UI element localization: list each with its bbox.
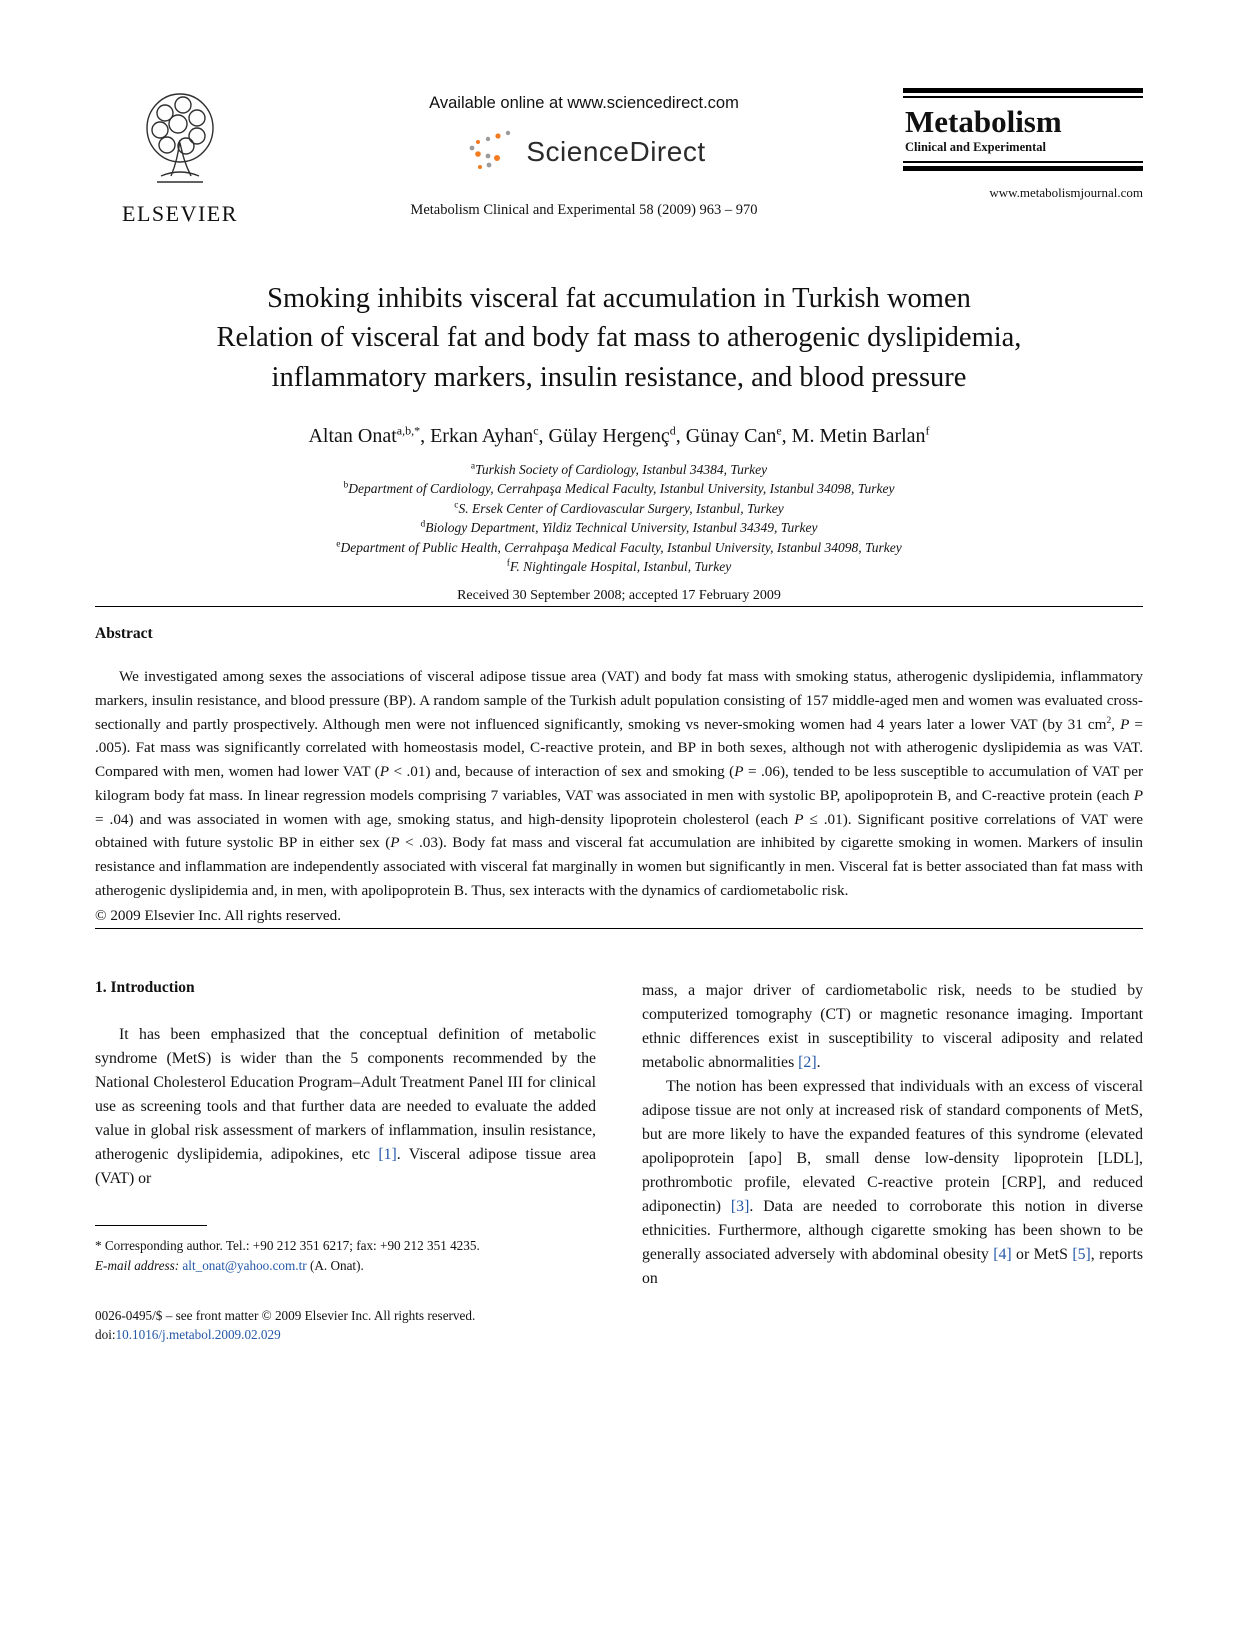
doi-line xyxy=(95,1325,596,1345)
journal-header xyxy=(95,88,1143,227)
title-line-3: inflammatory markers, insulin resistance, and blood pressure xyxy=(271,361,967,393)
logo-top-bar-thin xyxy=(903,96,1143,98)
sciencedirect-dots-icon xyxy=(462,127,520,176)
metabolism-logo-block xyxy=(903,88,1143,201)
body-columns xyxy=(95,979,1143,1345)
affiliation: $^f$F. Nightingale Hospital, Istanbul, Turkey xyxy=(506,558,732,575)
abstract-copyright: © 2009 Elsevier Inc. All rights reserved. xyxy=(95,907,342,925)
sciencedirect-wordmark: ScienceDirect xyxy=(526,135,706,167)
abstract-section xyxy=(95,625,1143,928)
intro-paragraph-1: It has been emphasized that the conceptual definition of metabolic syndrome (MetS) is wider than the 5 components recommended by the National Cholesterol Education Program–Adult Treatment Panel III for clinical use as screening tools and that further data are needed to evaluate the added value in global risk assessment of markers of inflammation, insulin resistance, atherogenic dyslipidemia, adipokines, etc [1]. Visceral adipose tissue area (VAT) or xyxy=(95,1026,596,1188)
intro-paragraph-3: The notion has been expressed that individuals with an excess of visceral adipose tissue are not only at increased risk of standard components of MetS, but are more likely to have the expanded features of this syndrome (elevated apolipoprotein [apo] B, small dense low-density lipoprotein [LDL], prothrombotic profile, elevated C-reactive protein [CRP], and reduced adiponectin) [3]. Data are needed to corroborate this notion in diverse ethnicities. Furthermore, although cigarette smoking has been shown to be generally associated adversely with abdominal obesity [4] or MetS [5], reports on xyxy=(642,1078,1143,1288)
elsevier-logo-block xyxy=(95,88,265,227)
divider xyxy=(95,928,1143,929)
email-link[interactable]: alt_onat@yahoo.com.tr xyxy=(182,1257,307,1273)
reference-link[interactable]: [3] xyxy=(730,1198,750,1216)
title-line-1: Smoking inhibits visceral fat accumulation in Turkish women xyxy=(267,283,971,314)
footnote-block xyxy=(95,1225,596,1276)
doi-label: doi: xyxy=(95,1327,116,1343)
front-matter-block xyxy=(95,1306,596,1346)
affiliation: $^a$Turkish Society of Cardiology, Istanbul 34384, Turkey xyxy=(470,461,768,477)
section-heading-introduction: 1. Introduction xyxy=(95,979,195,997)
author: , Gülay Hergenç$^d$ xyxy=(538,422,676,447)
journal-url: www.metabolismjournal.com xyxy=(989,185,1143,200)
affiliation-list xyxy=(95,460,1143,607)
affiliation: $^b$Department of Cardiology, Cerrahpaşa Medical Faculty, Istanbul University, Istanbul 34098, Turkey xyxy=(343,480,895,497)
author: , Günay Can$^e$ xyxy=(675,422,782,447)
front-matter-line: 0026-0495/$ – see front matter © 2009 Elsevier Inc. All rights reserved. xyxy=(95,1307,476,1323)
journal-name: Metabolism xyxy=(905,104,1062,139)
abstract-text: We investigated among sexes the associations of visceral adipose tissue area (VAT) and body fat mass with smoking status, atherogenic dyslipidemia, inflammatory markers, insulin resistance, and blood pressure (BP). A random sample of the Turkish adult population consisting of 157 middle-aged men and women was evaluated cross-sectionally and partly prospectively. Although men were not influenced significantly, smoking vs never-smoking women had 4 years later a lower VAT (by 31 $cm^2$, P = .005). Fat mass was significantly correlated with homeostasis model, C-reactive protein, and BP in both sexes, although not with atherogenic dyslipidemia as was VAT. Compared with men, women had lower VAT (P < .01) and, because of interaction of sex and smoking (P = .06), tended to be less susceptible to accumulation of VAT per kilogram body fat mass. In linear regression models comprising 7 variables, VAT was associated in men with systolic BP, apolipoprotein B, and C-reactive protein (each P = .04) and was associated in women with age, smoking status, and high-density lipoprotein cholesterol (each P ≤ .01). Significant positive correlations of VAT were obtained with future systolic BP in either sex (P < .03). Body fat mass and visceral fat accumulation are inhibited by cigarette smoking in women. Markers of insulin resistance and inflammation are independently associated with visceral fat marginally in women but significantly in men. Visceral fat is better associated than fat mass with atherogenic dyslipidemia and, in men, with apolipoprotein B. Thus, sex interacts with the dynamics of cardiometabolic risk. xyxy=(95,668,1143,899)
title-line-2: Relation of visceral fat and body fat mass to atherogenic dyslipidemia, xyxy=(216,322,1022,354)
affiliation: $^d$Biology Department, Yildiz Technical University, Istanbul 34349, Turkey xyxy=(420,519,818,536)
reference-link[interactable]: [2] xyxy=(798,1054,817,1072)
journal-citation: Metabolism Clinical and Experimental 58 (2009) 963 – 970 xyxy=(410,202,758,218)
elsevier-wordmark: ELSEVIER xyxy=(122,201,238,226)
article-title xyxy=(95,279,1143,397)
author: , M. Metin Barlan$^f$ xyxy=(781,422,930,447)
reference-link[interactable]: [5] xyxy=(1072,1246,1091,1264)
footnote-divider xyxy=(95,1225,207,1226)
reference-link[interactable]: [1] xyxy=(378,1146,397,1164)
logo-bottom-bar-thin xyxy=(903,161,1143,163)
journal-subtitle: Clinical and Experimental xyxy=(905,140,1046,154)
email-note xyxy=(95,1256,596,1276)
logo-bottom-bar xyxy=(903,166,1143,171)
doi-link[interactable]: 10.1016/j.metabol.2009.02.029 xyxy=(115,1327,281,1343)
email-suffix: (A. Onat). xyxy=(306,1257,364,1273)
author: , Erkan Ayhan$^c$ xyxy=(420,422,539,447)
author-list xyxy=(95,423,1143,448)
email-label: E-mail address: xyxy=(95,1257,180,1273)
right-column xyxy=(642,979,1143,1345)
reference-link[interactable]: [4] xyxy=(993,1246,1012,1264)
left-column xyxy=(95,979,596,1345)
received-accepted-line: Received 30 September 2008; accepted 17 February 2009 xyxy=(457,588,781,604)
affiliation: $^e$Department of Public Health, Cerrahpaşa Medical Faculty, Istanbul University, Istanbul 34098, Turkey xyxy=(336,539,902,555)
elsevier-tree-logo-icon xyxy=(131,179,229,196)
corresponding-author-note: * Corresponding author. Tel.: +90 212 351 6217; fax: +90 212 351 4235. xyxy=(95,1238,480,1254)
intro-paragraph-2: mass, a major driver of cardiometabolic risk, needs to be studied by computerized tomography (CT) or magnetic resonance imaging. Important ethnic differences exist in susceptibility to visceral adiposity and related metabolic abnormalities [2]. xyxy=(642,982,1143,1072)
divider xyxy=(95,606,1143,607)
sciencedirect-block xyxy=(265,88,903,219)
abstract-heading: Abstract xyxy=(95,625,153,643)
available-online-text: Available online at www.sciencedirect.com xyxy=(429,94,739,112)
logo-top-bar xyxy=(903,88,1143,93)
author: Altan Onat$^{a,b,*}$ xyxy=(308,422,421,447)
affiliation: $^c$S. Ersek Center of Cardiovascular Surgery, Istanbul, Turkey xyxy=(454,500,784,516)
